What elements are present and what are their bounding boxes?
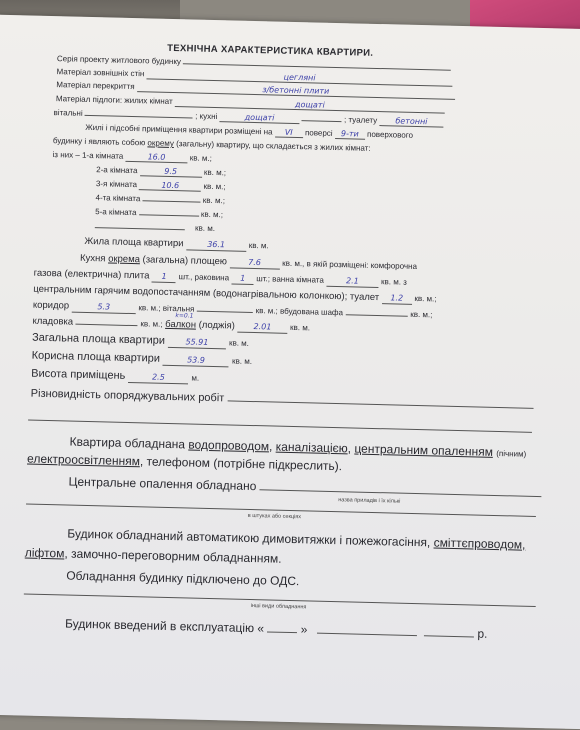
room-label: 1-а кімната bbox=[81, 150, 124, 161]
ceilings-value: з/бетонні плити bbox=[262, 85, 330, 96]
room-value: 10.6 bbox=[161, 180, 180, 191]
balcony-coefficient: k=0.1 bbox=[175, 312, 194, 320]
equipment-power: електроосвітленням bbox=[26, 451, 141, 469]
house-chute: сміттєпроводом, bbox=[433, 535, 526, 552]
living-area-label: Жила площа квартири bbox=[84, 235, 184, 250]
total-area-label: Загальна площа квартири bbox=[31, 331, 166, 347]
equipment-sewer: каналізацією bbox=[275, 439, 348, 456]
equipment-heating: центральним опаленням bbox=[354, 441, 494, 459]
hallways-label: вітальні bbox=[53, 108, 83, 118]
kitchen-floor-label: ; кухні bbox=[195, 111, 218, 122]
useful-area-unit: кв. м. bbox=[231, 356, 253, 366]
equipment-row-2 bbox=[27, 452, 342, 474]
corridor-label: коридор bbox=[32, 299, 70, 312]
sink-count: 1 bbox=[240, 273, 246, 283]
stove-text: газова (електрична) плита bbox=[33, 267, 150, 282]
useful-area-label: Корисна площа квартири bbox=[31, 349, 161, 365]
living-room-label: кв. м.; вітальня bbox=[138, 303, 195, 314]
kitchen-text-2: (загальна) площею bbox=[142, 254, 228, 268]
toilet-floor-value: бетонні bbox=[395, 116, 428, 127]
wardrobe-label: кв. м.; вбудована шафа bbox=[255, 306, 344, 318]
floor-number: VI bbox=[284, 127, 293, 137]
series-field bbox=[183, 63, 451, 71]
rooms-intro: із них – bbox=[52, 150, 80, 160]
room-label: 4-та кімната bbox=[95, 193, 141, 204]
commission-year-suffix: р. bbox=[477, 626, 488, 641]
equipment-text: Квартира обладнана bbox=[69, 434, 186, 452]
living-area-value: 36.1 bbox=[207, 239, 226, 250]
floors-label: Матеріал підлоги: жилих кімнат bbox=[55, 94, 173, 106]
balcony-value: 2.01 bbox=[253, 322, 272, 332]
placement-text-2: поверсі bbox=[304, 128, 333, 138]
heating-row bbox=[68, 475, 541, 501]
storeys-value: 9-ти bbox=[340, 129, 359, 139]
height-label: Висота приміщень bbox=[31, 367, 126, 382]
kitchen-type: окрема bbox=[108, 253, 141, 266]
height-row bbox=[31, 368, 199, 385]
bath-text: шт.; ванна кімната bbox=[256, 274, 324, 285]
loggia-label: (лоджія) bbox=[198, 319, 235, 332]
room-value: 9.5 bbox=[164, 166, 178, 177]
ods-row: Обладнання будинку підключено до ОДС. bbox=[66, 568, 300, 589]
commission-text: Будинок введений в експлуатацію « bbox=[64, 616, 265, 636]
total-area-row bbox=[32, 332, 249, 350]
room-label: 2-а кімната bbox=[96, 165, 138, 176]
wardrobe-unit: кв. м.; bbox=[410, 309, 433, 320]
commission-text-2: » bbox=[300, 622, 308, 637]
kitchen-text-3: кв. м., в якій розміщені: комфорочна bbox=[282, 258, 418, 271]
caption-other: інші види обладнання bbox=[250, 603, 307, 611]
placement-text-3: поверхового bbox=[366, 129, 414, 140]
room-unit: кв. м.; bbox=[203, 167, 227, 178]
equipment-text-2: , телефоном (потрібне підкреслить). bbox=[139, 454, 343, 474]
apartment-type-selected: окрему bbox=[147, 138, 175, 149]
room-unit: кв. м.; bbox=[202, 195, 226, 206]
apartment-type-text-2: (загальну) квартиру, що складається з жилих кімнат: bbox=[176, 139, 371, 153]
height-value: 2.5 bbox=[151, 372, 165, 382]
total-area-value: 55.91 bbox=[185, 337, 209, 347]
house-lift: ліфтом bbox=[24, 545, 65, 561]
finishing-label: Різновидність опоряджувальних робіт bbox=[30, 387, 225, 405]
room-row-4 bbox=[95, 193, 225, 205]
house-equipment-row-2 bbox=[25, 546, 282, 566]
walls-value: цегляні bbox=[283, 72, 316, 83]
useful-area-row bbox=[32, 350, 253, 368]
room-row-1 bbox=[52, 150, 212, 164]
toilet-area-unit: кв. м.; bbox=[414, 293, 437, 304]
useful-area-value: 53.9 bbox=[187, 355, 206, 365]
blank-line bbox=[28, 420, 532, 433]
room-unit: кв. м. bbox=[194, 223, 216, 234]
room-row-5 bbox=[95, 207, 223, 219]
toilet-area-value: 1.2 bbox=[390, 293, 404, 303]
room-unit: кв. м.; bbox=[203, 181, 226, 192]
toilet-floor-label: ; туалету bbox=[343, 115, 378, 125]
room-row-3 bbox=[96, 179, 226, 192]
document-title: ТЕХНІЧНА ХАРАКТЕРИСТИКА КВАРТИРИ. bbox=[167, 42, 374, 59]
living-area-row bbox=[84, 236, 269, 252]
caption-sections: в штуках або секціях bbox=[247, 512, 302, 521]
hot-water-text: центральним гарячим водопостачанням (водонагрівальною колонкою); туалет bbox=[33, 283, 380, 304]
house-equipment-text-2: , замочно-переговорним обладнанням. bbox=[64, 546, 282, 566]
ceilings-label: Матеріал перекриття bbox=[56, 80, 135, 92]
room-value: 16.0 bbox=[147, 152, 166, 162]
balcony-label: балкон bbox=[165, 318, 197, 331]
equipment-row: Квартира обладнана водопроводом, каналізацією, центральним опаленням (пічним) bbox=[69, 434, 527, 459]
floors-value: дощаті bbox=[294, 99, 325, 110]
series-label: Серія проекту житлового будинку bbox=[56, 54, 182, 67]
commission-row bbox=[65, 617, 488, 641]
house-equipment-text: Будинок обладнаний автоматикою димовитяжки і пожежогасіння, bbox=[67, 526, 431, 550]
storeroom-unit: кв. м.; bbox=[140, 319, 163, 329]
apartment-type-text: будинку і являють собою bbox=[52, 136, 146, 148]
kitchen-floor-value: дощаті bbox=[244, 112, 275, 123]
caption-devices: назва приладів і їх кількі bbox=[338, 497, 401, 505]
equipment-water: водопроводом bbox=[188, 437, 270, 454]
storeroom-row bbox=[32, 312, 311, 335]
corridor-value: 5.3 bbox=[97, 302, 111, 312]
bath-unit: кв. м. з bbox=[380, 277, 408, 287]
placement-text: Жилі і підсобні приміщення квартири розміщені на bbox=[85, 122, 273, 137]
room-unit: кв. м.; bbox=[200, 209, 224, 220]
storeroom-label: кладовка bbox=[32, 315, 74, 328]
stove-count: 1 bbox=[161, 271, 167, 281]
room-row-6 bbox=[95, 221, 215, 233]
room-label: 3-я кімната bbox=[95, 179, 138, 190]
height-unit: м. bbox=[191, 373, 200, 383]
document-sheet bbox=[0, 14, 580, 730]
walls-label: Матеріал зовнішніх стін bbox=[56, 67, 145, 79]
sink-text: шт., раковина bbox=[178, 272, 230, 283]
total-area-unit: кв. м. bbox=[228, 338, 250, 348]
room-unit: кв. м.; bbox=[189, 153, 213, 163]
heating-label: Центральне опалення обладнано bbox=[68, 474, 257, 494]
balcony-unit: кв. м. bbox=[290, 322, 311, 333]
room-label: 5-а кімната bbox=[95, 207, 137, 218]
kitchen-text: Кухня bbox=[79, 252, 106, 265]
finishing-row bbox=[31, 388, 534, 412]
bath-area-value: 2.1 bbox=[345, 276, 359, 286]
equipment-stove: (пічним) bbox=[496, 448, 527, 459]
living-area-unit: кв. м. bbox=[248, 240, 269, 251]
kitchen-area-value: 7.6 bbox=[248, 257, 262, 268]
room-row-2 bbox=[96, 165, 226, 178]
